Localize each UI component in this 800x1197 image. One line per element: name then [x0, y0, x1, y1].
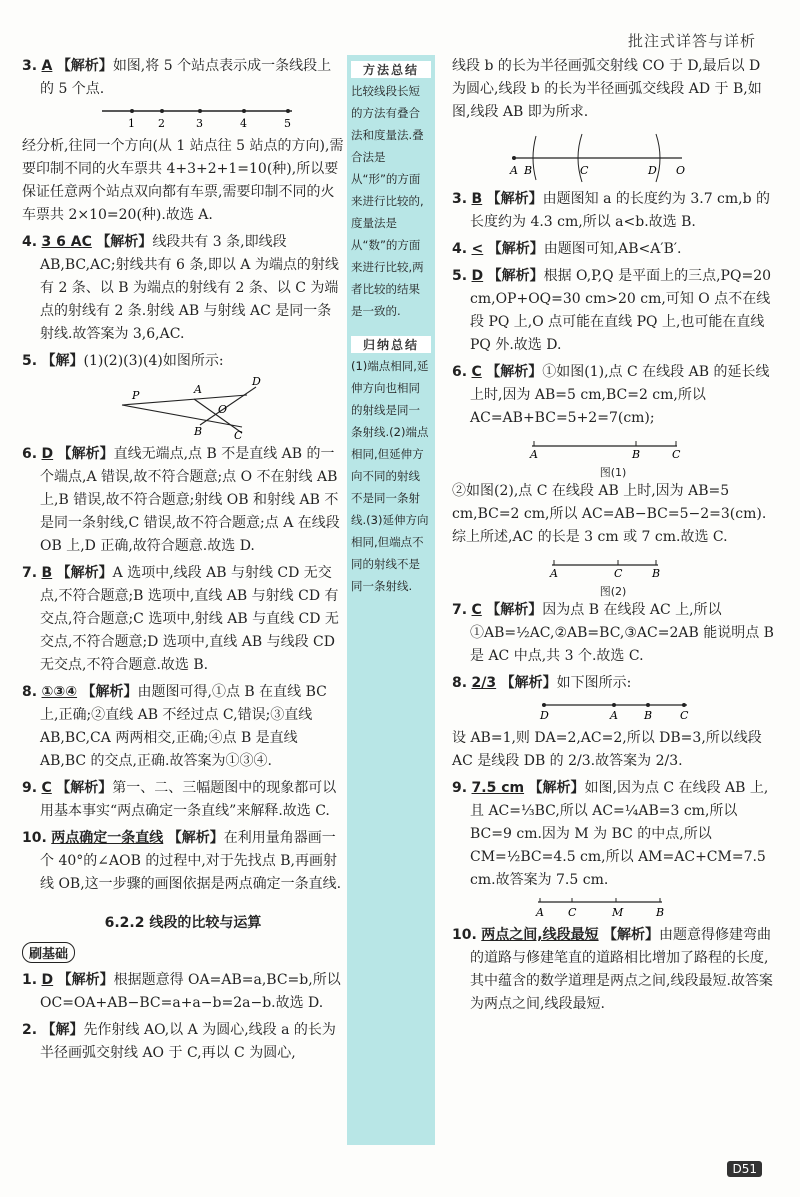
left-column [22, 55, 344, 1069]
fig-label: M [612, 906, 624, 919]
basic-question-1: 1. D 【解析】根据题意得 OA=AB=a,BC=b,所以 OC=OA+AB−BC=a+a−b=2a−b.故选 D. [22, 972, 341, 1011]
figure-q9 [452, 896, 752, 920]
fig-label: B [632, 448, 641, 460]
basic-question-2: 2. 【解】先作射线 AO,以 A 为圆心,线段 a 的长为半径画弧交射线 AO 于 C,再以 C 为圆心, [22, 1022, 336, 1061]
right-column [452, 55, 774, 1020]
fig-label: A [536, 906, 544, 919]
r-question-10: 10. 两点之间,线段最短 【解析】由题意得修建弯曲的道路与修建笔直的道路相比增加了路程的长度,其中蕴含的数学道理是两点之间,线段最短.故答案为两点之间,线段最短. [452, 927, 773, 1012]
page-header: 批注式详答与详析 [627, 32, 756, 50]
fig-label: B [656, 906, 665, 919]
rays-figure [22, 377, 322, 439]
question-2-continued: 线段 b 的长为半径画弧交射线 CO 于 D,最后以 D 为圆心,线段 b 的长为半径画弧交线段 AD 于 B,如图,线段 AB 即为所求. [452, 58, 762, 120]
question-7: 7. B 【解析】A 选项中,线段 AB 与射线 CD 无交点,不符合题意;B 选项中,直线 AB 与射线 CD 有交点,符合题意;C 选项中,射线 AB 与直线 CD 无交点,不符合题意;D 选项中,直线 AB 与线段 CD 无交点,不符合题意.故选 B. [22, 565, 339, 673]
figure-2 [452, 553, 752, 579]
fig-label: A [510, 164, 518, 177]
fig-label: C [568, 906, 577, 919]
r-question-5: 5. D 【解析】根据 O,P,Q 是平面上的三点,PQ=20 cm,OP+OQ=30 cm>20 cm,可知 O 点不在线段 PQ 上,O 点可能在直线 PQ 上,也可能在直线 PQ 外.故选 D. [452, 268, 772, 353]
fig-label: 2 [158, 117, 165, 130]
fig-label: D [252, 377, 261, 388]
tip-method-body: 比较线段长短的方法有叠合法和度量法.叠合法是从“形”的方面来进行比较的,度量法是从“数”的方面来进行比较,两者比较的结果是一致的. [351, 84, 424, 318]
r-question-6: 6. C 【解析】①如图(1),点 C 在线段 AB 的延长线上时,因为 AB=5 cm,BC=2 cm,所以 AC=AB+BC=5+2=7(cm); [452, 364, 770, 426]
r-question-8: 8. 2/3 【解析】如下图所示: [452, 675, 632, 691]
fig-label: A [610, 709, 618, 722]
tips-sidebar [347, 55, 435, 1145]
question-10: 10. 两点确定一条直线 【解析】在利用量角器画一个 40°的∠AOB 的过程中,对于先找点 B,再画射线 OB,这一步骤的画图依据是两点确定一条直线. [22, 830, 342, 892]
tip-method-heading: 方法总结 [351, 61, 431, 78]
fig-label: C [580, 164, 589, 177]
fig-label: O [218, 403, 228, 416]
arcs-figure [452, 128, 752, 184]
tip-summary-heading: 归纳总结 [351, 336, 431, 353]
figure-q8 [452, 699, 752, 723]
fig-label: A [194, 383, 202, 396]
fig-label: 3 [196, 117, 203, 130]
section-title: 6.2.2 线段的比较与运算 [104, 915, 262, 931]
question-3: 3. A 【解析】如图,将 5 个站点表示成一条线段上的 5 个点. [22, 58, 332, 97]
question-3-body: 经分析,往同一个方向(从 1 站点往 5 站点的方向),需要印制不同的火车票共 4+3+2+1=10(种),所以要保证任意两个站点双向都有车票,需要印制不同的火车票共 2×10=20(种).故选 A. [22, 138, 344, 223]
fig-label: D [540, 709, 549, 722]
r-question-8-body: 设 AB=1,则 DA=2,AC=2,所以 DB=3,所以线段 AC 是线段 DB 的 2/3.故答案为 2/3. [452, 730, 762, 769]
fig-label: B [644, 709, 653, 722]
question-4: 4. 3 6 AC 【解析】线段共有 3 条,即线段 AB,BC,AC;射线共有 6 条,即以 A 为端点的射线有 2 条、以 B 为端点的射线有 2 条、以 C 为端点的射线有 2 条.射线 AB 与射线 AC 是同一条射线.故答案为 3,6,AC. [22, 234, 339, 342]
stations-figure [22, 105, 322, 131]
fig-label: C [672, 448, 681, 460]
r-question-7: 7. C 【解析】因为点 B 在线段 AC 上,所以 ①AB=½AC,②AB=BC,③AC=2AB 能说明点 B 是 AC 中点,共 3 个.故选 C. [452, 602, 774, 664]
tip-summary-body: (1)端点相同,延伸方向也相同的射线是同一条射线.(2)端点相同,但延伸方向不同的射线不是同一条射线.(3)延伸方向相同,但端点不同的射线不是同一条射线. [351, 359, 429, 593]
fig-label: A [550, 567, 558, 579]
r-question-4: 4. < 【解析】由题图可知,AB<A′B′. [452, 241, 682, 257]
fig-label: P [132, 389, 140, 402]
fig-label: B [194, 425, 203, 438]
fig-label: O [676, 164, 686, 177]
fig-label: B [652, 567, 661, 579]
question-8: 8. ①③④ 【解析】由题图可得,①点 B 在直线 BC 上,正确;②直线 AB 不经过点 C,错误;③直线 AB,BC,CA 两两相交,正确;④点 B 是直线 AB,BC 的交点,正确.故答案为①③④. [22, 684, 327, 769]
fig-label: 5 [284, 117, 291, 130]
fig-label: A [530, 448, 538, 460]
figure-2-caption: 图(2) [599, 585, 627, 598]
fig-label: D [648, 164, 657, 177]
page-number: D51 [727, 1161, 762, 1177]
figure-1-caption: 图(1) [599, 466, 627, 479]
r-question-6-body: ②如图(2),点 C 在线段 AB 上时,因为 AB=5 cm,BC=2 cm,所以 AC=AB−BC=5−2=3(cm).综上所述,AC 的长是 3 cm 或 7 cm.故选 C. [452, 483, 767, 545]
fig-label: 4 [240, 117, 247, 130]
question-9: 9. C 【解析】第一、二、三幅题图中的现象都可以用基本事实“两点确定一条直线”来解释.故选 C. [22, 780, 337, 819]
fig-label: B [524, 164, 533, 177]
figure-1 [452, 434, 752, 460]
r-question-9: 9. 7.5 cm 【解析】如图,因为点 C 在线段 AB 上,且 AC=⅓BC,所以 AC=¼AB=3 cm,所以 BC=9 cm.因为 M 为 BC 的中点,所以 CM=½BC=4.5 cm,所以 AM=AC+CM=7.5 cm.故答案为 7.5 cm. [452, 780, 769, 888]
question-5: 5. 【解】(1)(2)(3)(4)如图所示: [22, 353, 224, 369]
question-6: 6. D 【解析】直线无端点,点 B 不是直线 AB 的一个端点,A 错误,故不符合题意;点 O 不在射线 AB 上,B 错误,故不符合题意;射线 OB 和射线 AB 不是同一条射线,C 错误,故不符合题意;点 A 在线段 OB 上,D 正确,故符合题意.故选 D. [22, 446, 340, 554]
r-question-3: 3. B 【解析】由题图知 a 的长度约为 3.7 cm,b 的长度约为 4.3 cm,所以 a<b.故选 B. [452, 191, 771, 230]
fig-label: 1 [128, 117, 135, 130]
fig-label: C [614, 567, 623, 579]
section-badge: 刷基础 [22, 942, 75, 963]
fig-label: C [680, 709, 689, 722]
fig-label: C [234, 429, 243, 439]
